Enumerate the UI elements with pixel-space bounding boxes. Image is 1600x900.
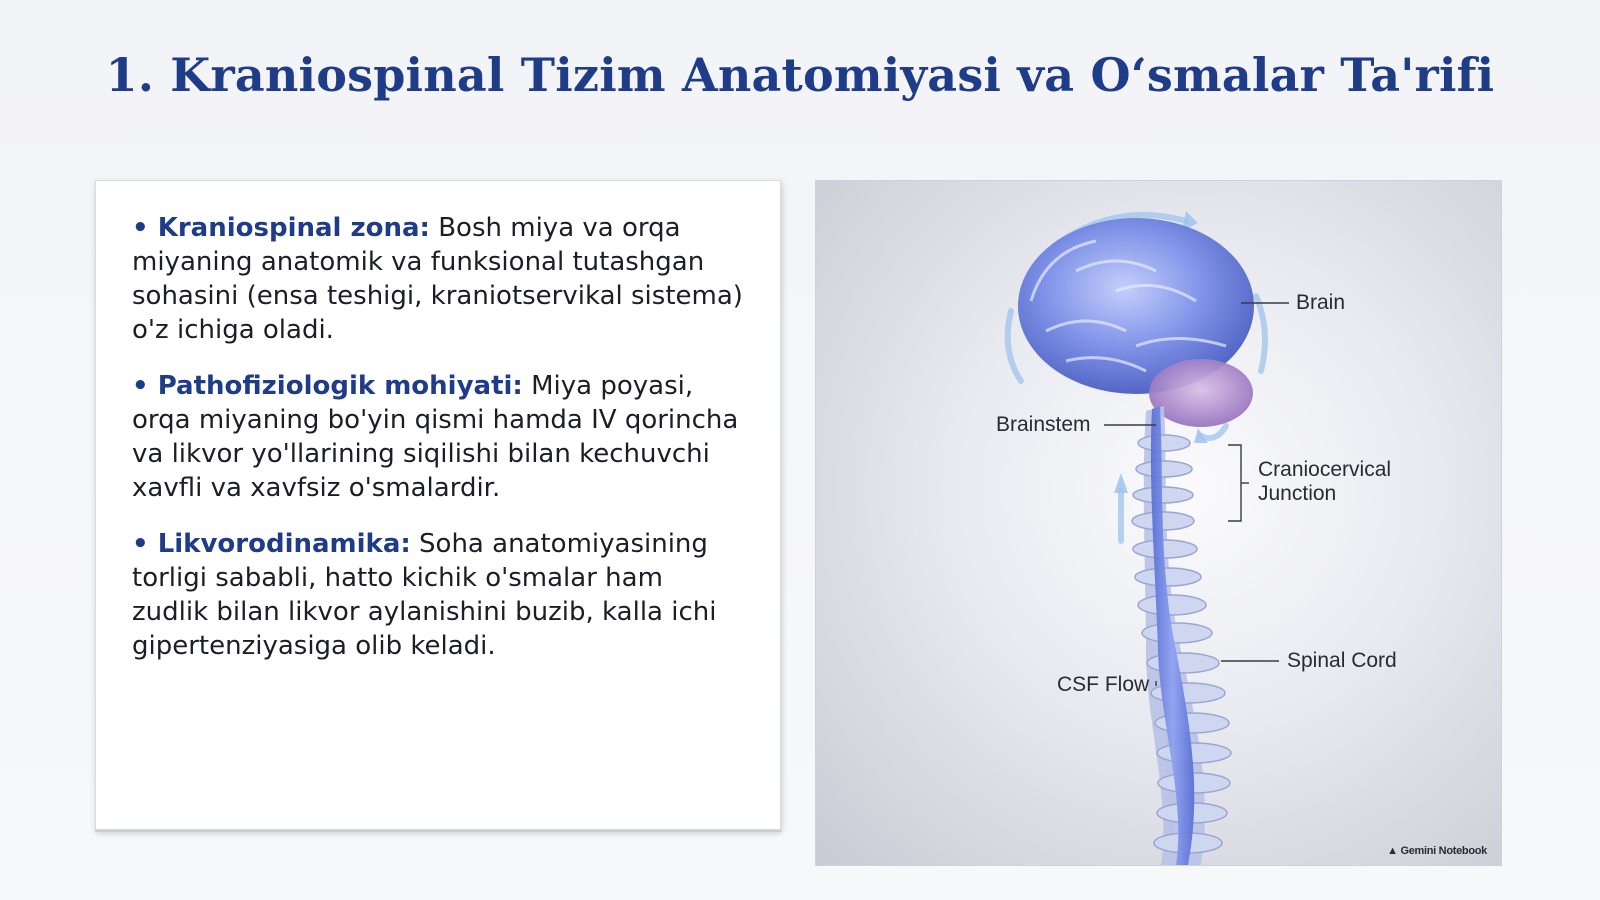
slide-title: 1. Kraniospinal Tizim Anatomiyasi va O‘smalar Ta'rifi (105, 48, 1495, 102)
bullet-text: Soha anatomiyasining torligi sababli, hatto kichik o'smalar ham zudlik bilan likvor aylanishini buzib, kalla ichi gipertenziyasiga olib keladi. (132, 529, 717, 661)
watermark (1387, 845, 1487, 857)
bullet-marker: • (132, 529, 149, 559)
bullet-marker: • (132, 371, 149, 401)
label-brain: Brain (1296, 291, 1346, 314)
bullet-term: Pathofiziologik mohiyati: (157, 371, 523, 401)
bullet-pathofiziologik-mohiyati (132, 369, 744, 505)
label-craniocervical-line1: Craniocervical (1258, 458, 1392, 481)
brain-spine-drawing (816, 181, 1501, 865)
label-brainstem: Brainstem (996, 413, 1091, 436)
anatomy-illustration (815, 180, 1502, 866)
bullet-term: Kraniospinal zona: (157, 213, 430, 243)
text-card (95, 180, 781, 830)
bullet-kraniospinal-zona (132, 211, 744, 347)
bullet-term: Likvorodinamika: (157, 529, 411, 559)
label-spinal-cord: Spinal Cord (1287, 649, 1397, 672)
watermark-text: Gemini Notebook (1400, 845, 1487, 857)
bullet-likvorodinamika (132, 527, 744, 663)
label-craniocervical-line2: Junction (1258, 482, 1337, 505)
spine-shape (1132, 406, 1231, 865)
bullet-marker: • (132, 213, 149, 243)
brain-shape (1018, 218, 1254, 427)
bullet-text: Miya poyasi, orqa miyaning bo'yin qismi hamda IV qorincha va likvor yo'llarining siqilishi bilan kechuvchi xavfli va xavfsiz o'smalardir. (132, 371, 739, 503)
label-csf-flow: CSF Flow (1057, 673, 1150, 696)
bullet-text: Bosh miya va orqa miyaning anatomik va funksional tutashgan sohasini (ensa teshigi, kraniotservikal sistema) o'z ichiga oladi. (132, 213, 743, 345)
gemini-logo-icon: ▲ (1387, 845, 1398, 857)
